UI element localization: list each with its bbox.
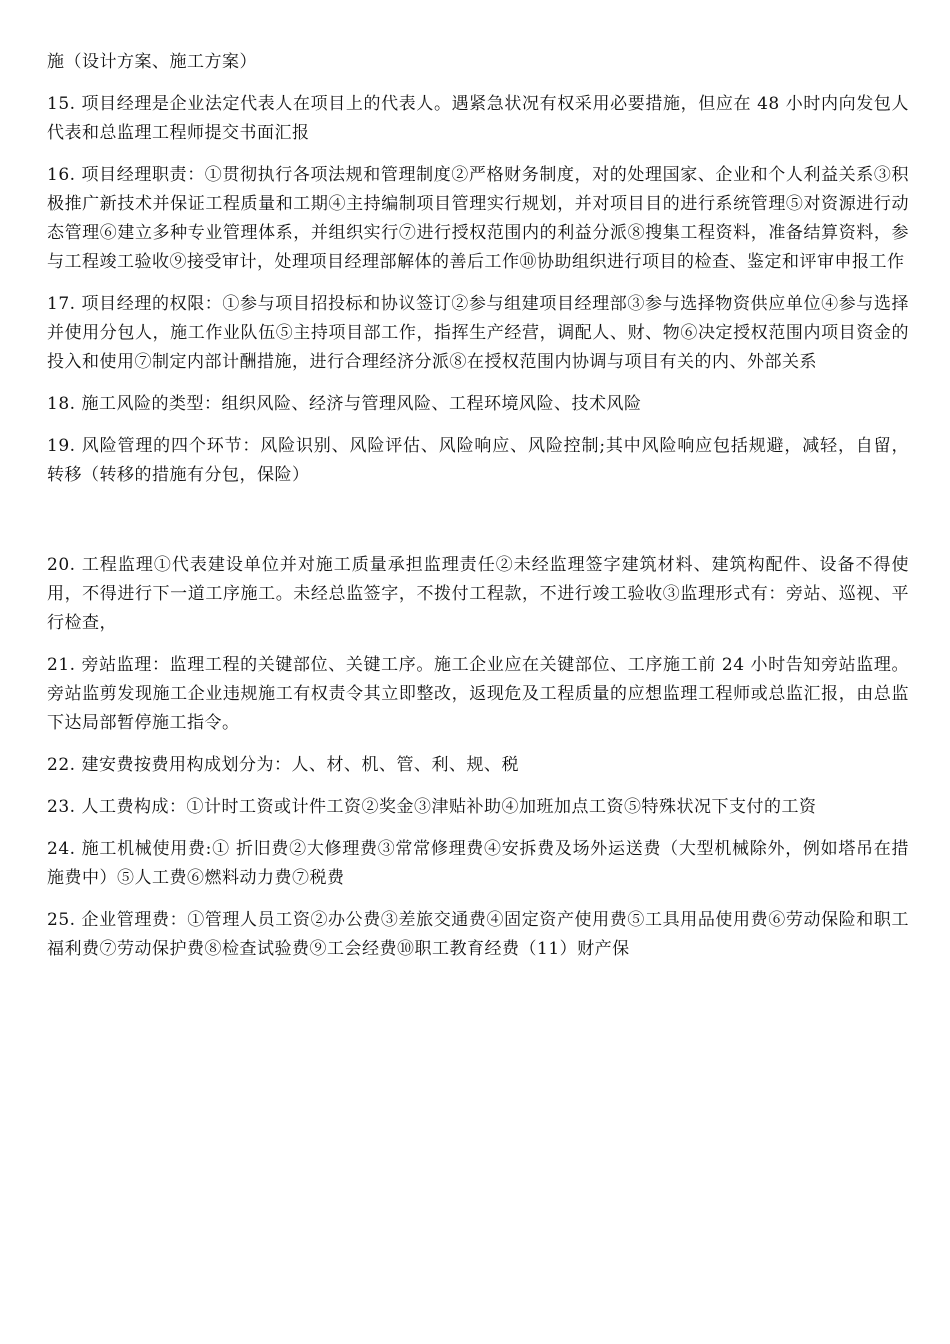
paragraph-22: 22. 建安费按费用构成划分为：人、材、机、管、利、规、税 — [47, 755, 519, 775]
paragraph-24: 24. 施工机械使用费:① 折旧费②大修理费③常常修理费④安拆费及场外运送费（大型机械除外，例如塔吊在措施费中）⑤人工费⑥燃料动力费⑦税费 — [47, 839, 909, 888]
paragraph-15: 15. 项目经理是企业法定代表人在项目上的代表人。遇紧急状况有权采用必要措施，但应在 48 小时内向发包人代表和总监理工程师提交书面汇报 — [47, 94, 909, 143]
paragraph-17: 17. 项目经理的权限：①参与项目招投标和协议签订②参与组建项目经理部③参与选择物资供应单位④参与选择并使用分包人，施工作业队伍⑤主持项目部工作，指挥生产经营，调配人、财、物⑥决定授权范围内项目资金的投入和使用⑦制定内部计酬措施，进行合理经济分派⑧在授权范围内协调与项目有关的内、外部关系 — [47, 294, 909, 372]
paragraph-25: 25. 企业管理费：①管理人员工资②办公费③差旅交通费④固定资产使用费⑤工具用品使用费⑥劳动保险和职工福利费⑦劳动保护费⑧检查试验费⑨工会经费⑩职工教育经费（11）财产保 — [47, 910, 909, 959]
paragraph-continuation: 施（设计方案、施工方案） — [47, 52, 257, 72]
paragraph-23: 23. 人工费构成：①计时工资或计件工资②奖金③津贴补助④加班加点工资⑤特殊状况下支付的工资 — [47, 797, 817, 817]
paragraph-20: 20. 工程监理①代表建设单位并对施工质量承担监理责任②未经监理签字建筑材料、建筑构配件、设备不得使用，不得进行下一道工序施工。未经总监签字，不拨付工程款，不进行竣工验收③监理形式有：旁站、巡视、平行检查， — [47, 555, 909, 633]
paragraph-21: 21. 旁站监理：监理工程的关键部位、关键工序。施工企业应在关键部位、工序施工前 24 小时告知旁站监理。旁站监剪发现施工企业违规施工有权责令其立即整改，返现危及工程质量的应想监理工程师或总监汇报，由总监下达局部暂停施工指令。 — [47, 655, 909, 733]
paragraph-19: 19. 风险管理的四个环节：风险识别、风险评估、风险响应、风险控制;其中风险响应包括规避，减轻，自留，转移（转移的措施有分包，保险） — [47, 436, 909, 485]
paragraph-18: 18. 施工风险的类型：组织风险、经济与管理风险、工程环境风险、技术风险 — [47, 394, 642, 414]
paragraph-16: 16. 项目经理职责：①贯彻执行各项法规和管理制度②严格财务制度，对的处理国家、企业和个人利益关系③积极推广新技术并保证工程质量和工期④主持编制项目管理实行规划，并对项目目的进行系统管理⑤对资源进行动态管理⑥建立多种专业管理体系，并组织实行⑦进行授权范围内的利益分派⑧搜集工程资料，准备结算资料，参与工程竣工验收⑨接受审计，处理项目经理部解体的善后工作⑩协助组织进行项目的检查、鉴定和评审申报工作 — [47, 165, 909, 272]
document-page — [47, 48, 909, 964]
